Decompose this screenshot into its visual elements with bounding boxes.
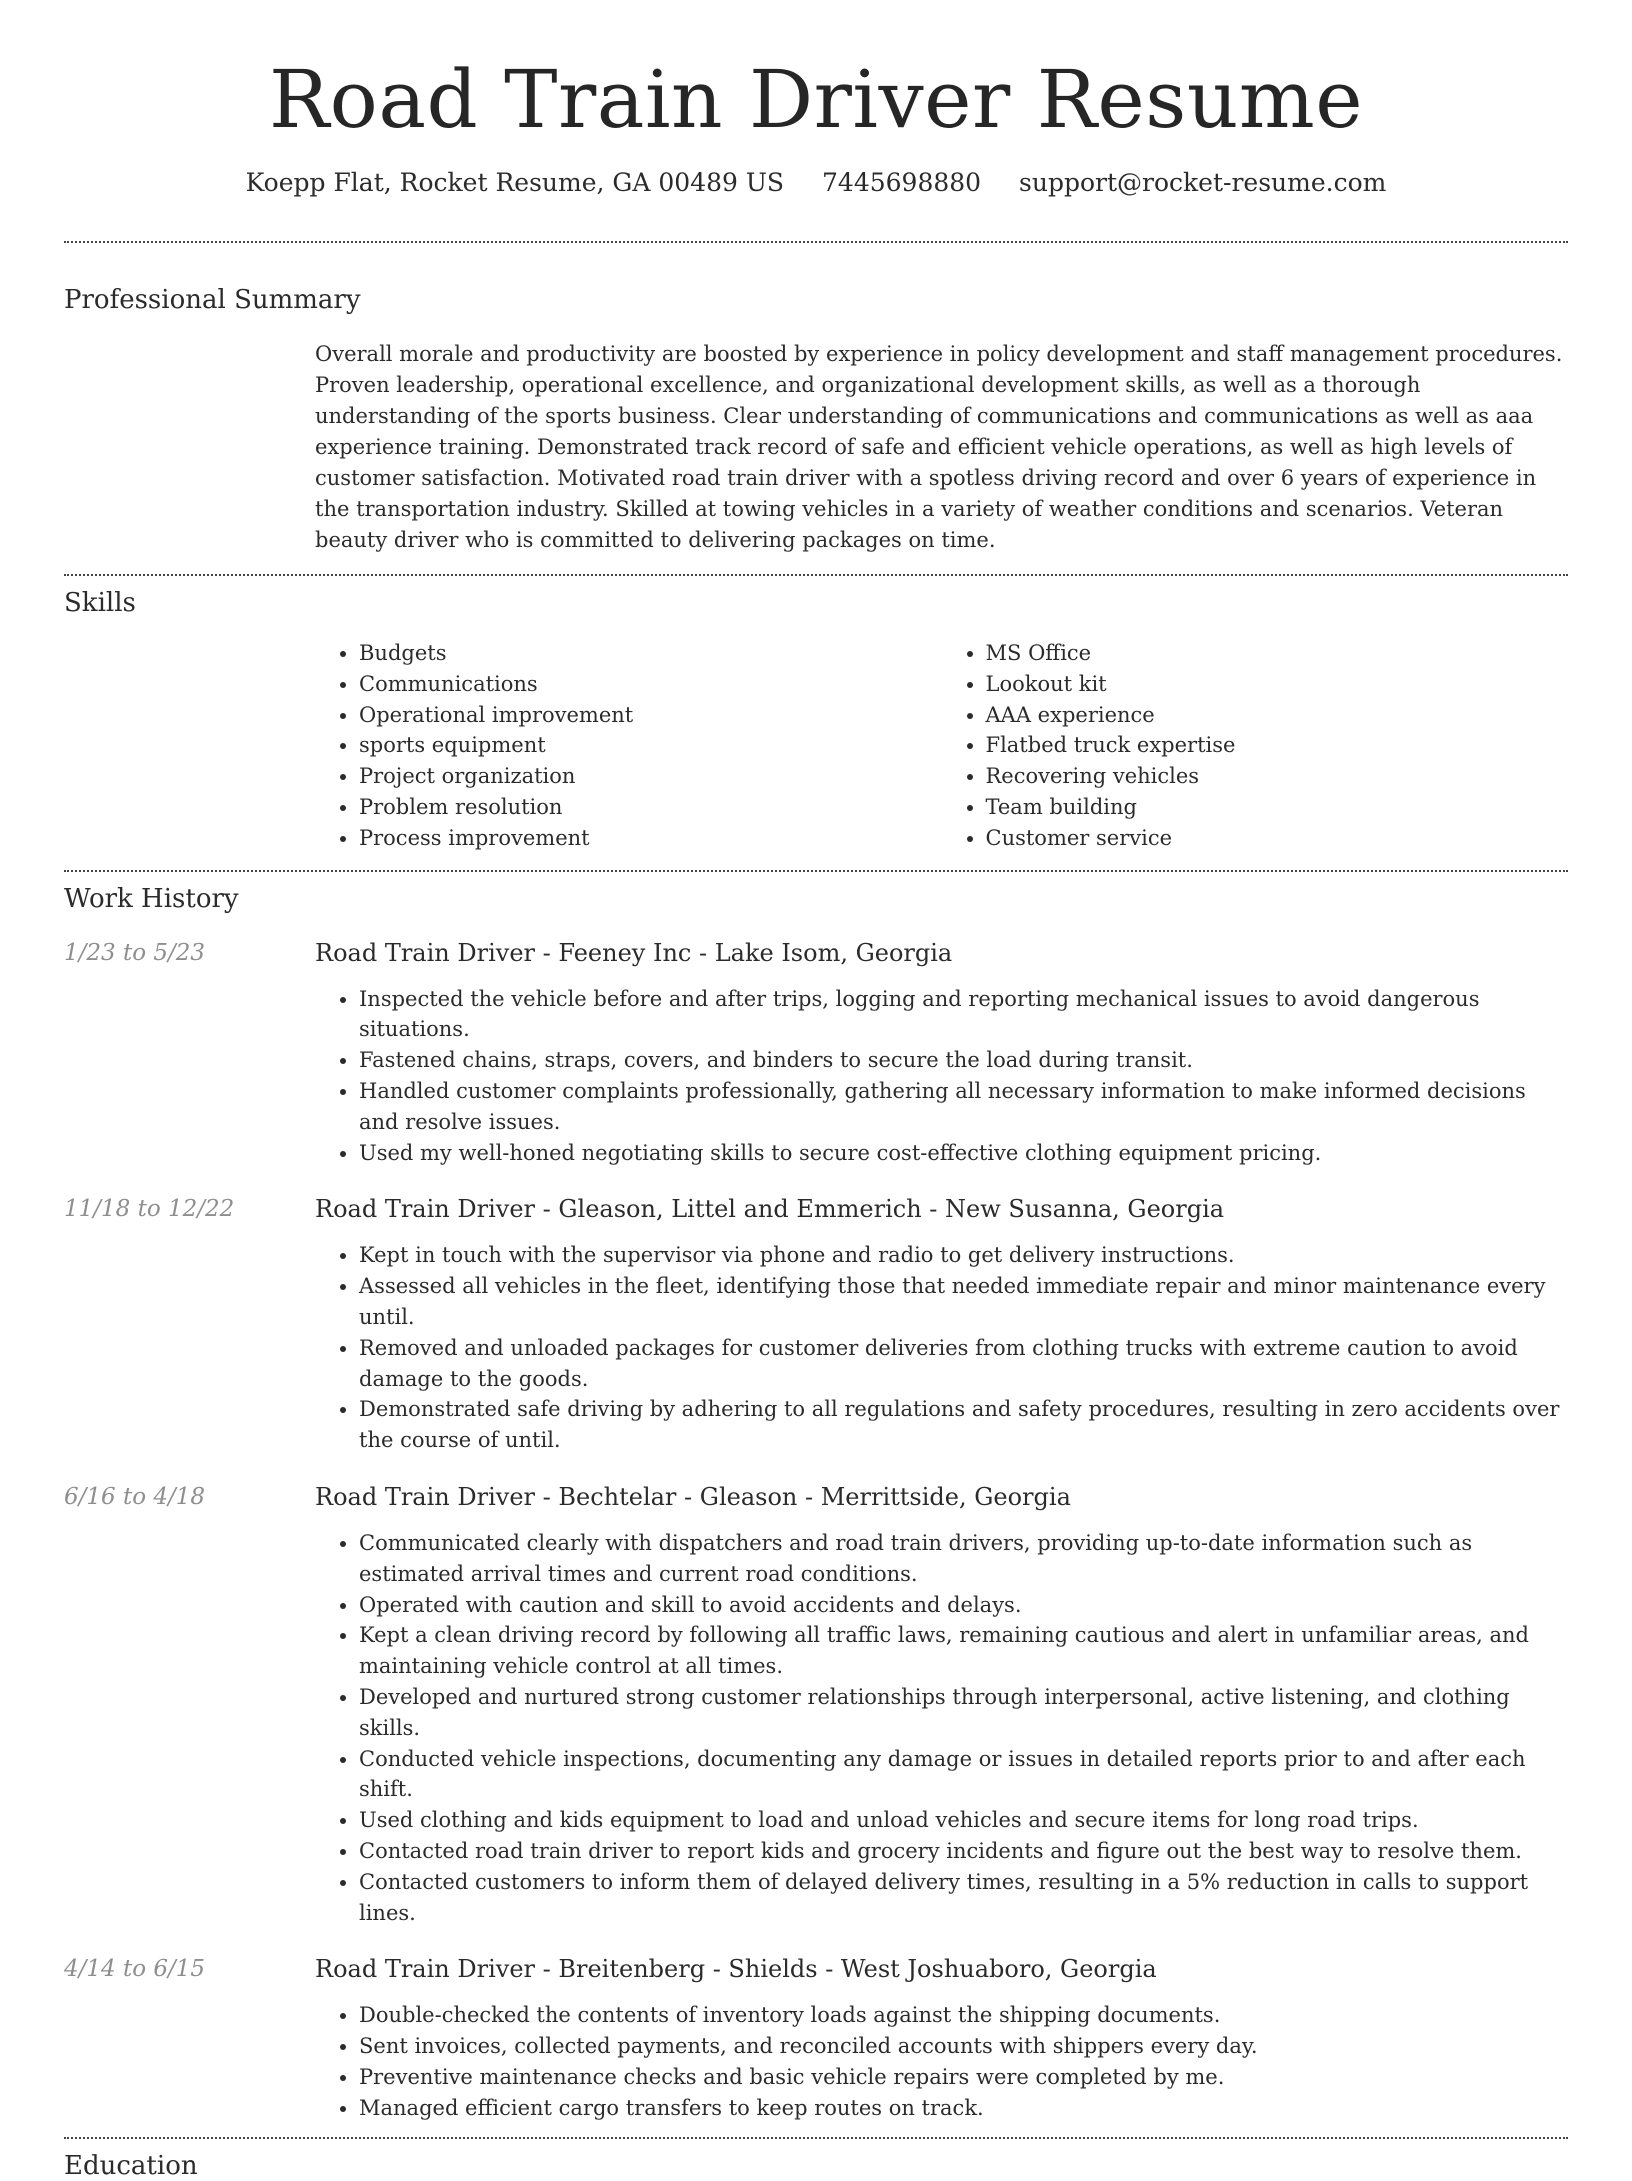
job-entry (64, 936, 1568, 1169)
job-date: 1/23 to 5/23 (64, 939, 206, 966)
job-bullets (315, 984, 1568, 1169)
skill-item: • sports equipment (359, 730, 942, 761)
skill-item: • Lookout kit (986, 669, 1569, 700)
education-section (0, 2139, 1632, 2181)
job-date: 4/14 to 6/15 (64, 1956, 206, 1983)
job-bullet: • Demonstrated safe driving by adhering to all regulations and safety procedures, resulting in zero accidents over the course of until. (359, 1394, 1568, 1456)
job-bullet: • Managed efficient cargo transfers to keep routes on track. (359, 2093, 1568, 2124)
job-bullet: • Assessed all vehicles in the fleet, identifying those that needed immediate repair and minor maintenance every until. (359, 1271, 1568, 1333)
job-details (315, 1952, 1568, 2123)
skills-heading: Skills (64, 588, 136, 618)
summary-heading: Professional Summary (64, 285, 361, 315)
education-heading: Education (64, 2151, 198, 2181)
job-bullet: • Contacted customers to inform them of delayed delivery times, resulting in a 5% reduction in calls to support lines. (359, 1867, 1568, 1929)
job-title: Road Train Driver - Gleason, Littel and Emmerich - New Susanna, Georgia (315, 1195, 1225, 1224)
skill-item: • Problem resolution (359, 792, 942, 823)
job-bullet: • Used clothing and kids equipment to load and unload vehicles and secure items for long road trips. (359, 1805, 1568, 1836)
work-history-heading: Work History (64, 883, 239, 914)
job-entry (64, 1952, 1568, 2123)
job-date: 11/18 to 12/22 (64, 1196, 235, 1223)
job-bullet: • Handled customer complaints professionally, gathering all necessary information to make informed decisions and resolve issues. (359, 1076, 1568, 1138)
contact-line (0, 166, 1632, 200)
skill-item: • Customer service (986, 823, 1569, 854)
job-bullet: • Kept a clean driving record by following all traffic laws, remaining cautious and alert in unfamiliar areas, and maintaining vehicle control at all times. (359, 1620, 1568, 1682)
contact-email: support@rocket-resume.com (1019, 168, 1387, 197)
job-bullets (315, 2000, 1568, 2123)
skill-item: • AAA experience (986, 700, 1569, 731)
skills-list-left (315, 638, 942, 854)
job-bullet: • Used my well-honed negotiating skills to secure cost-effective clothing equipment pricing. (359, 1138, 1568, 1169)
job-details (315, 936, 1568, 1169)
job-entry (64, 1480, 1568, 1928)
skill-item: • MS Office (986, 638, 1569, 669)
job-bullet: • Removed and unloaded packages for customer deliveries from clothing trucks with extreme caution to avoid damage to the goods. (359, 1333, 1568, 1395)
job-bullet: • Conducted vehicle inspections, documenting any damage or issues in detailed reports prior to and after each shift. (359, 1744, 1568, 1806)
resume-header (0, 0, 1632, 200)
job-bullet: • Operated with caution and skill to avoid accidents and delays. (359, 1590, 1568, 1621)
contact-phone: 7445698880 (822, 168, 982, 197)
contact-address: Koepp Flat, Rocket Resume, GA 00489 US (245, 168, 785, 197)
job-bullet: • Sent invoices, collected payments, and reconciled accounts with shippers every day. (359, 2031, 1568, 2062)
work-history-section (0, 872, 1632, 2124)
job-bullet: • Developed and nurtured strong customer relationships through interpersonal, active listening, and clothing skills. (359, 1682, 1568, 1744)
job-bullet: • Preventive maintenance checks and basic vehicle repairs were completed by me. (359, 2062, 1568, 2093)
job-bullet: • Contacted road train driver to report kids and grocery incidents and figure out the best way to resolve them. (359, 1836, 1568, 1867)
skill-item: • Recovering vehicles (986, 761, 1569, 792)
job-title: Road Train Driver - Bechtelar - Gleason - Merrittside, Georgia (315, 1482, 1071, 1511)
job-bullet: • Communicated clearly with dispatchers and road train drivers, providing up-to-date information such as estimated arrival times and current road conditions. (359, 1528, 1568, 1590)
skills-section (0, 576, 1632, 854)
job-title: Road Train Driver - Breitenberg - Shields - West Joshuaboro, Georgia (315, 1955, 1157, 1984)
skills-list-right (942, 638, 1569, 854)
page-title: Road Train Driver Resume (268, 53, 1364, 146)
skill-item: • Team building (986, 792, 1569, 823)
job-date: 6/16 to 4/18 (64, 1483, 206, 1510)
skill-item: • Communications (359, 669, 942, 700)
skill-item: • Process improvement (359, 823, 942, 854)
skill-item: • Project organization (359, 761, 942, 792)
job-bullet: • Fastened chains, straps, covers, and binders to secure the load during transit. (359, 1045, 1568, 1076)
job-entry (64, 1192, 1568, 1456)
job-title: Road Train Driver - Feeney Inc - Lake Isom, Georgia (315, 938, 953, 967)
skill-item: • Operational improvement (359, 700, 942, 731)
job-details (315, 1480, 1568, 1928)
job-bullet: • Double-checked the contents of inventory loads against the shipping documents. (359, 2000, 1568, 2031)
job-bullet: • Kept in touch with the supervisor via phone and radio to get delivery instructions. (359, 1240, 1568, 1271)
job-bullet: • Inspected the vehicle before and after trips, logging and reporting mechanical issues to avoid dangerous situations. (359, 984, 1568, 1046)
job-bullets (315, 1528, 1568, 1928)
skill-item: • Budgets (359, 638, 942, 669)
summary-text: Overall morale and productivity are boosted by experience in policy development and staff management procedures. Proven leadership, operational excellence, and organizational development skills, as well as a thorough understanding of the sports business. Clear understanding of communications and communications as well as aaa experience training. Demonstrated track record of safe and efficient vehicle operations, as well as high levels of customer satisfaction. Motivated road train driver with a spotless driving record and over 6 years of experience in the transportation industry. Skilled at towing vehicles in a variety of weather conditions and scenarios. Veteran beauty driver who is committed to delivering packages on time. (315, 342, 1563, 552)
job-details (315, 1192, 1568, 1456)
job-bullets (315, 1240, 1568, 1456)
skill-item: • Flatbed truck expertise (986, 730, 1569, 761)
skills-columns (315, 638, 1568, 854)
summary-section (0, 243, 1632, 556)
